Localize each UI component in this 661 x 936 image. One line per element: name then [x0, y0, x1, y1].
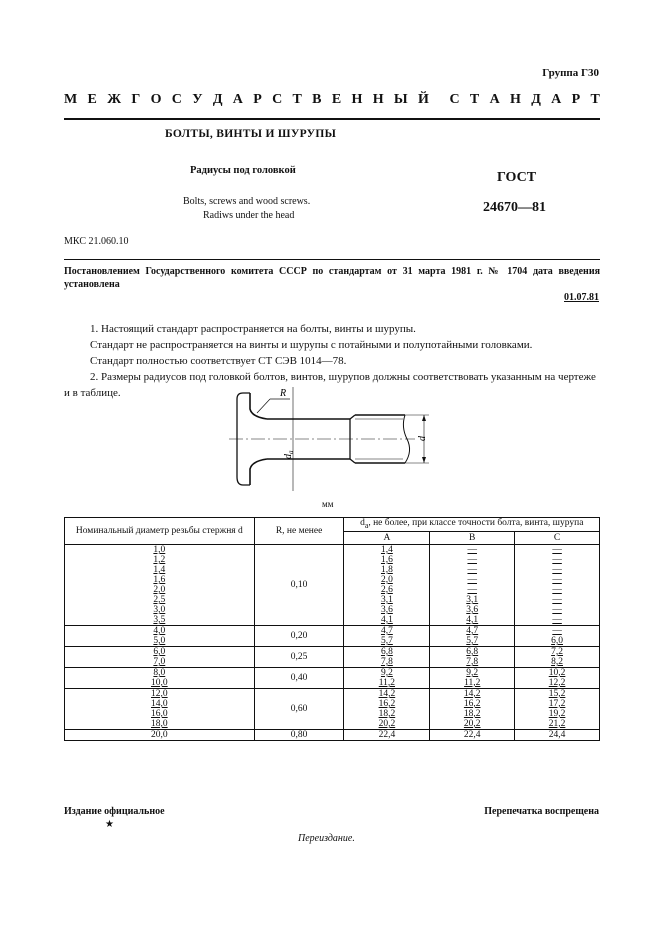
- cell-b: 22,4: [430, 729, 515, 740]
- cell-d: 14,0: [65, 699, 255, 709]
- header-da: [344, 518, 600, 532]
- heading-letter: У: [192, 92, 203, 107]
- radius-leader: [257, 399, 270, 413]
- cell-c: 15,2: [515, 688, 600, 699]
- cell-b: 4,7: [430, 625, 515, 636]
- cell-b: 18,2: [430, 709, 515, 719]
- heading-letter: Р: [253, 92, 262, 107]
- cell-d: 1,2: [65, 555, 255, 565]
- table-header-row: [65, 518, 600, 532]
- heading-letter: С: [272, 92, 283, 107]
- heading-letter: Р: [571, 92, 581, 107]
- cell-c: 21,2: [515, 719, 600, 730]
- heading-letter: Н: [510, 92, 521, 107]
- cell-r: 0,80: [254, 729, 344, 740]
- cell-c: —: [515, 575, 600, 585]
- heading-letter: М: [64, 92, 78, 107]
- cell-d: 6,0: [65, 646, 255, 657]
- official-edition: Издание официальное: [64, 806, 165, 817]
- cell-b: —: [430, 585, 515, 595]
- header-nominal-diameter: Номинальный диаметр резьбы стержня d: [65, 518, 255, 545]
- cell-a: 22,4: [344, 729, 430, 740]
- bolt-drawing: [225, 385, 455, 495]
- cell-c: —: [515, 544, 600, 555]
- cell-d: 1,0: [65, 544, 255, 555]
- cell-b: —: [430, 544, 515, 555]
- heading-letter: А: [232, 92, 243, 107]
- heading-letter: Й: [417, 92, 429, 107]
- cell-c: —: [515, 615, 600, 626]
- cell-a: 1,4: [344, 544, 430, 555]
- units-label: мм: [322, 499, 334, 509]
- cell-a: 2,0: [344, 575, 430, 585]
- header-class-a: А: [344, 531, 430, 544]
- cell-b: 11,2: [430, 678, 515, 689]
- cell-b: 7,8: [430, 657, 515, 668]
- cell-a: 1,6: [344, 555, 430, 565]
- cell-a: 3,6: [344, 605, 430, 615]
- cell-d: 8,0: [65, 667, 255, 678]
- header-class-b: В: [430, 531, 515, 544]
- cell-c: —: [515, 565, 600, 575]
- cell-b: 9,2: [430, 667, 515, 678]
- cell-b: 3,6: [430, 605, 515, 615]
- thread-chamfer-top: [350, 415, 355, 419]
- cell-b: —: [430, 575, 515, 585]
- heading-letter: Н: [372, 92, 384, 107]
- cell-a: 5,7: [344, 636, 430, 647]
- cell-d: 3,5: [65, 615, 255, 626]
- radius-label: R: [280, 388, 287, 399]
- cell-b: 3,1: [430, 595, 515, 605]
- cell-d: 1,6: [65, 575, 255, 585]
- group-code: Группа Г30: [542, 67, 599, 79]
- da-label: $d_a$: [283, 450, 295, 459]
- heading-letter: Т: [292, 92, 302, 107]
- cell-c: —: [515, 625, 600, 636]
- cell-r: 0,60: [254, 688, 344, 729]
- heading-letter: Т: [590, 92, 600, 107]
- table-row: [65, 625, 600, 636]
- table-row: [65, 729, 600, 740]
- cell-a: 2,6: [344, 585, 430, 595]
- paragraph-4: 2. Размеры радиусов под головкой болтов, винтов, шурупов должны соответствовать указанным на чертеже и в таблице.: [64, 371, 596, 399]
- english-title-line1: Bolts, screws and wood screws.: [183, 196, 311, 207]
- reissue-note: Переиздание.: [298, 833, 355, 844]
- da-subscript: a: [364, 520, 369, 530]
- paragraph-3: Стандарт полностью соответствует СТ СЭВ 1014—78.: [90, 355, 347, 367]
- cell-d: 7,0: [65, 657, 255, 668]
- heading-letter: Н: [351, 92, 363, 107]
- cell-a: 6,8: [344, 646, 430, 657]
- thread-chamfer-bottom: [350, 459, 355, 463]
- header-radius: R, не менее: [254, 518, 344, 545]
- cell-d: 12,0: [65, 688, 255, 699]
- heading-letter: В: [312, 92, 322, 107]
- english-title-line2: Radiws under the head: [203, 210, 295, 221]
- heading-letter: Ж: [107, 92, 122, 107]
- table-row: [65, 667, 600, 678]
- da-description: , не более, при классе точности болта, винта, шурупа: [368, 518, 584, 528]
- heading-letter: Д: [212, 92, 223, 107]
- table-row: [65, 544, 600, 555]
- cell-b: 4,1: [430, 615, 515, 626]
- cell-a: 14,2: [344, 688, 430, 699]
- cell-a: 9,2: [344, 667, 430, 678]
- paragraph-2: Стандарт не распространяется на винты и шурупы с потайными и полупотайными головками.: [90, 339, 533, 351]
- da-symbol: d: [360, 518, 365, 528]
- cell-r: 0,20: [254, 625, 344, 646]
- cell-a: 18,2: [344, 709, 430, 719]
- cell-c: —: [515, 605, 600, 615]
- gost-number: 24670—81: [483, 200, 546, 215]
- cell-d: 4,0: [65, 625, 255, 636]
- cell-c: —: [515, 595, 600, 605]
- fillet-top: [250, 393, 267, 419]
- cell-r: 0,25: [254, 646, 344, 667]
- radius-table: [64, 517, 600, 741]
- cell-a: 4,1: [344, 615, 430, 626]
- cell-d: 1,4: [65, 565, 255, 575]
- section-rule: [64, 259, 600, 260]
- cell-c: 6,0: [515, 636, 600, 647]
- cell-c: —: [515, 555, 600, 565]
- heading-letter: А: [551, 92, 562, 107]
- cell-d: 3,0: [65, 605, 255, 615]
- heading-letter: Д: [531, 92, 541, 107]
- cell-b: —: [430, 565, 515, 575]
- heading-letter: О: [150, 92, 162, 107]
- d-arrow-top: [422, 415, 426, 421]
- cell-b: 16,2: [430, 699, 515, 709]
- cell-d: 5,0: [65, 636, 255, 647]
- cell-c: 12,2: [515, 678, 600, 689]
- cell-c: 7,2: [515, 646, 600, 657]
- mks-code: МКС 21.060.10: [64, 236, 129, 247]
- cell-d: 2,5: [65, 595, 255, 605]
- table-row: [65, 688, 600, 699]
- cell-a: 1,8: [344, 565, 430, 575]
- cell-d: 20,0: [65, 729, 255, 740]
- cell-d: 2,0: [65, 585, 255, 595]
- star-icon: ★: [105, 819, 114, 830]
- cell-c: 17,2: [515, 699, 600, 709]
- document-subtitle: Радиусы под головкой: [190, 165, 296, 176]
- heading-letter: Е: [331, 92, 342, 107]
- header-rule: [64, 118, 600, 120]
- cell-c: 24,4: [515, 729, 600, 740]
- cell-a: 4,7: [344, 625, 430, 636]
- heading-letter: Ы: [393, 92, 408, 107]
- cell-c: —: [515, 585, 600, 595]
- heading-letter: Т: [469, 92, 480, 107]
- gost-label: ГОСТ: [497, 170, 537, 185]
- cell-c: 10,2: [515, 667, 600, 678]
- document-title: БОЛТЫ, ВИНТЫ И ШУРУПЫ: [165, 128, 337, 140]
- d-label: d: [417, 436, 428, 441]
- cell-d: 18,0: [65, 719, 255, 730]
- heading-letter: А: [489, 92, 500, 107]
- cell-b: —: [430, 555, 515, 565]
- cell-b: 14,2: [430, 688, 515, 699]
- interstate-standard-heading: [64, 92, 600, 108]
- cell-r: 0,40: [254, 667, 344, 688]
- cell-a: 20,2: [344, 719, 430, 730]
- cell-a: 11,2: [344, 678, 430, 689]
- cell-c: 19,2: [515, 709, 600, 719]
- cell-d: 10,0: [65, 678, 255, 689]
- reprint-prohibited: Перепечатка воспрещена: [484, 806, 599, 817]
- cell-a: 3,1: [344, 595, 430, 605]
- heading-letter: Е: [87, 92, 97, 107]
- fillet-bottom: [250, 459, 267, 485]
- cell-b: 6,8: [430, 646, 515, 657]
- d-arrow-bottom: [422, 457, 426, 463]
- effective-date: 01.07.81: [564, 292, 599, 303]
- header-class-c: С: [515, 531, 600, 544]
- cell-c: 8,2: [515, 657, 600, 668]
- cell-d: 16,0: [65, 709, 255, 719]
- cell-a: 16,2: [344, 699, 430, 709]
- cell-r: 0,10: [254, 544, 344, 625]
- paragraph-1: 1. Настоящий стандарт распространяется на болты, винты и шурупы.: [90, 323, 416, 335]
- cell-b: 20,2: [430, 719, 515, 730]
- table-row: [65, 646, 600, 657]
- heading-letter: С: [171, 92, 182, 107]
- heading-letter: С: [449, 92, 460, 107]
- cell-b: 5,7: [430, 636, 515, 647]
- decree-text: Постановлением Государственного комитета СССР по стандартам от 31 марта 1981 г. № 1704 дата введения установлена: [64, 266, 600, 290]
- cell-a: 7,8: [344, 657, 430, 668]
- heading-letter: Г: [131, 92, 141, 107]
